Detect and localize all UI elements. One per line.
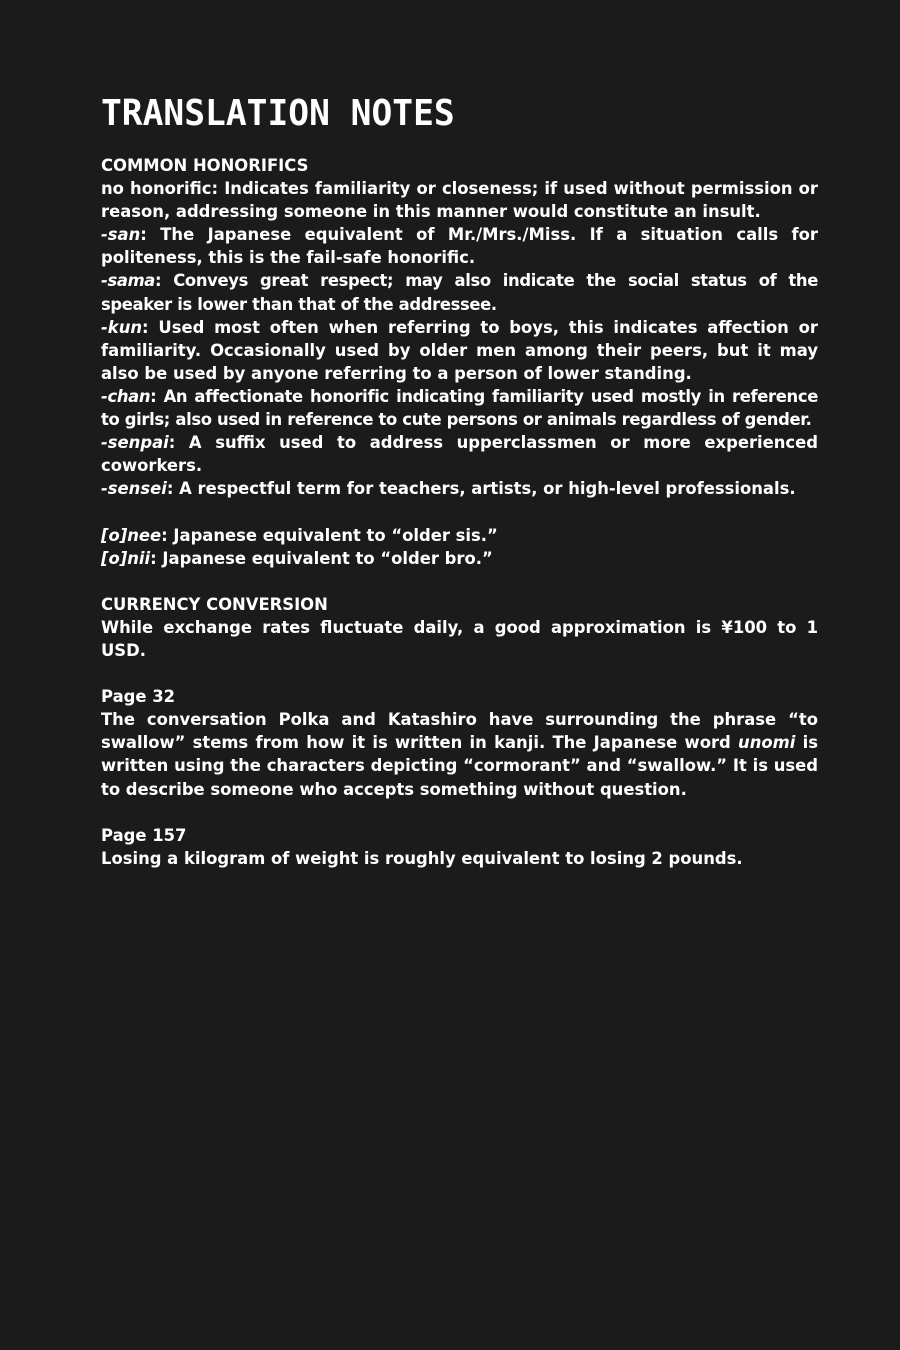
page32-heading: Page 32 (101, 687, 175, 707)
honorific-entry-none (101, 177, 818, 223)
currency-text: While exchange rates fluctuate daily, a good approximation is ¥100 to 1 USD. (101, 617, 818, 660)
honorific-term: no honorific (101, 179, 212, 199)
honorific-entry-chan (101, 385, 818, 431)
family-definition: : Japanese equivalent to “older bro.” (150, 548, 493, 568)
honorific-entry-san (101, 223, 818, 269)
honorifics-heading: COMMON HONORIFICS (101, 156, 309, 175)
honorific-entry-sensei (101, 477, 818, 500)
family-definition: : Japanese equivalent to “older sis.” (161, 525, 498, 545)
honorific-definition: : Indicates familiarity or closeness; if used without permission or reason, addressing someone in this manner would constitute an insult. (101, 179, 819, 222)
family-entry-onee (101, 524, 818, 547)
honorific-definition: : A suffix used to address upperclassmen or more experienced coworkers. (101, 433, 818, 476)
honorific-term: -kun (101, 317, 143, 337)
honorific-definition: : A respectful term for teachers, artists, or high-level professionals. (166, 479, 796, 499)
honorific-entry-senpai (101, 431, 818, 477)
spacer (101, 662, 818, 685)
currency-heading: CURRENCY CONVERSION (101, 594, 328, 614)
page-title: TRANSLATION NOTES (101, 93, 455, 134)
page157-heading: Page 157 (101, 825, 187, 845)
page32-text-after: is written using the characters depicting “cormorant” and “swallow.” It is used to describe someone who accepts something without question. (101, 733, 818, 799)
spacer (101, 500, 818, 523)
honorific-term: -sama (101, 271, 156, 291)
honorific-definition: : An affectionate honorific indicating familiarity used mostly in reference to girls; also used in reference to cute persons or animals regardless of gender. (101, 386, 818, 430)
page32-text-before: The conversation Polka and Katashiro have surrounding the phrase “to swallow” stems from how it is written in kanji. The Japanese word (101, 710, 818, 753)
honorific-entry-kun (101, 316, 818, 385)
honorific-definition: : The Japanese equivalent of Mr./Mrs./Miss. If a situation calls for politeness, this is the fail-safe honorific. (101, 225, 818, 268)
page32-note (101, 708, 818, 800)
family-term: [o]nee (101, 525, 162, 545)
family-term: [o]nii (101, 548, 151, 568)
honorific-definition: : Used most often when referring to boys, this indicates affection or familiarity. Occasionally used by older men among their peers, but it may also be used by anyone referring to a person of lower standing. (101, 317, 818, 383)
spacer (101, 801, 818, 824)
honorific-definition: : Conveys great respect; may also indicate the social status of the speaker is lower than that of the addressee. (101, 271, 818, 314)
honorifics-section (101, 154, 818, 870)
family-entry-onii (101, 547, 818, 570)
page32-italic-word: unomi (738, 733, 796, 753)
honorific-term: -senpai (101, 433, 169, 453)
spacer (101, 570, 818, 593)
page157-note: Losing a kilogram of weight is roughly equivalent to losing 2 pounds. (101, 848, 743, 868)
translation-notes-page (101, 92, 818, 870)
honorific-term: -san (101, 225, 141, 245)
honorific-term: -chan (101, 386, 151, 406)
honorific-entry-sama (101, 269, 818, 315)
honorific-term: -sensei (101, 479, 167, 499)
